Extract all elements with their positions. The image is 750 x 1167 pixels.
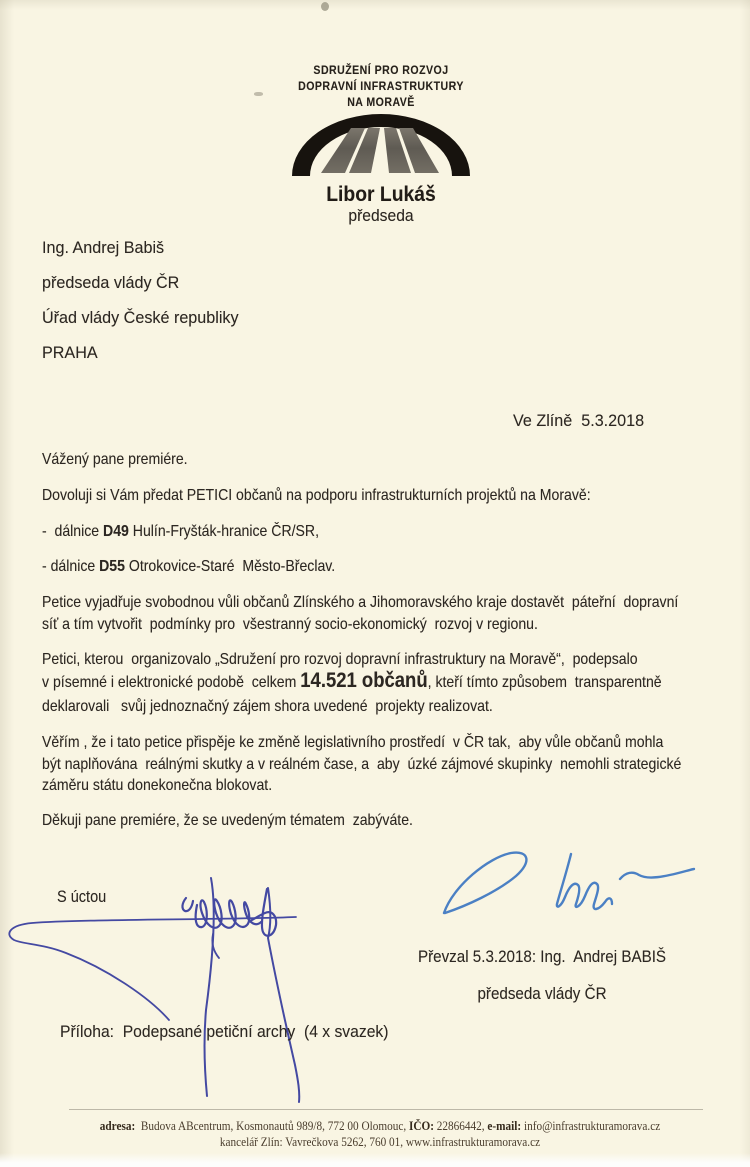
- footer-adresa-label: adresa:: [99, 1119, 136, 1133]
- signatory-role: předseda: [348, 206, 414, 225]
- recipient-line-3: Úřad vlády České republiky: [42, 308, 239, 327]
- bullet-d55: [42, 557, 335, 577]
- salutation: Vážený pane premiére.: [42, 451, 188, 468]
- scan-bottom-edge: [0, 1153, 750, 1167]
- lukas-loop-scribble: [196, 899, 261, 927]
- scan-speck-top: [321, 2, 329, 11]
- para3-line1: Věřím , že i tato petice přispěje ke změně legislativního prostředí v ČR tak, aby vůle občanů mohla: [42, 734, 664, 751]
- attachment-line: Příloha: Podepsané petiční archy (4 x svazek): [60, 1023, 389, 1041]
- para3-line3: záměru státu donekonečna blokovat.: [42, 777, 273, 794]
- footer-adresa-value: Budova ABcentrum, Kosmonautů 989/8, 772 00 Olomouc,: [135, 1119, 409, 1133]
- footer-email-label: e-mail:: [487, 1119, 522, 1133]
- footer-ico-value: 22866442,: [433, 1119, 488, 1133]
- thanks-line: Děkuji pane premiére, že se uvedeným tématem zabýváte.: [42, 812, 413, 829]
- bullet-d55-pre: - dálnice: [42, 558, 100, 575]
- org-logo: [285, 108, 477, 180]
- para3-line2: být naplňována reálnými skutky a v reálném čase, a aby úzké zájmové skupinky nemohli strategické: [42, 756, 682, 773]
- footer-email-value: info@infrastrukturamorava.cz: [521, 1119, 661, 1133]
- bullet-d55-post: Otrokovice-Staré Město-Břeclav.: [124, 558, 336, 575]
- footer-line-1: [56, 1119, 704, 1134]
- bullet-d49-bold: D49: [103, 523, 129, 540]
- babis-loop: [444, 853, 526, 913]
- lukas-flourish-line: [9, 917, 296, 1020]
- org-name-line-1: SDRUŽENÍ PRO ROZVOJ: [313, 65, 449, 77]
- lukas-tail-stroke: [212, 934, 219, 958]
- para1-line2: síť a tím vytvořit podmínky pro všestranný socio-ekonomický rozvoj v regionu.: [42, 616, 538, 633]
- bullet-d49: [42, 522, 319, 542]
- bridge-arch: [292, 114, 470, 176]
- footer-line-2: kancelář Zlín: Vavrečkova 5262, 760 01, www.infrastrukturamorava.cz: [219, 1135, 541, 1149]
- recipient-line-1: Ing. Andrej Babiš: [42, 238, 165, 257]
- para2-line2: [42, 671, 662, 693]
- para2-line2-pre: v písemné i elektronické podobě celkem: [42, 674, 301, 691]
- para2-line1: Petici, kterou organizovalo „Sdružení pro rozvoj dopravní infrastruktury na Moravě“, podepsalo: [42, 651, 638, 668]
- closing-line: S úctou: [57, 888, 107, 906]
- lukas-hook: [250, 889, 276, 936]
- intro-line: Dovoluji si Vám předat PETICI občanů na podporu infrastrukturních projektů na Moravě:: [42, 487, 591, 504]
- andrej-babis-signature: [444, 853, 694, 913]
- org-name-line-3: NA MORAVĚ: [347, 97, 415, 109]
- date-line: Ve Zlíně 5.3.2018: [513, 411, 645, 430]
- recipient-line-2: předseda vlády ČR: [42, 273, 180, 292]
- org-name-line-2: DOPRAVNÍ INFRASTRUKTURY: [298, 81, 464, 93]
- para2-line3: deklarovali svůj jednoznačný zájem shora uvedené projekty realizovat.: [42, 698, 493, 715]
- babis-flourish: [620, 869, 694, 879]
- para2-line2-post: , kteří tímto způsobem transparentně: [427, 674, 662, 691]
- lukas-initial: [182, 898, 193, 911]
- bullet-d49-pre: - dálnice: [42, 523, 104, 540]
- petition-count: 14.521 občanů: [300, 669, 428, 692]
- receipt-line-2: předseda vlády ČR: [477, 985, 607, 1003]
- para1-line1: Petice vyjadřuje svobodnou vůli občanů Zlínského a Jihomoravského kraje dostavět páteřní dopravní: [42, 594, 679, 611]
- footer-ico-label: IČO:: [408, 1119, 434, 1133]
- recipient-line-4: PRAHA: [42, 343, 98, 362]
- signatory-name: Libor Lukáš: [326, 183, 436, 206]
- receipt-line-1: Převzal 5.3.2018: Ing. Andrej BABIŠ: [417, 948, 667, 966]
- babis-letters: [557, 854, 612, 909]
- libor-lukas-signature: [9, 878, 299, 1102]
- bullet-d49-post: Hulín-Fryšták-hranice ČR/SR,: [128, 523, 320, 540]
- lukas-descender-2: [268, 888, 299, 1102]
- bullet-d55-bold: D55: [99, 558, 125, 575]
- footer-divider: [69, 1109, 703, 1110]
- lukas-descender-1: [204, 878, 213, 1096]
